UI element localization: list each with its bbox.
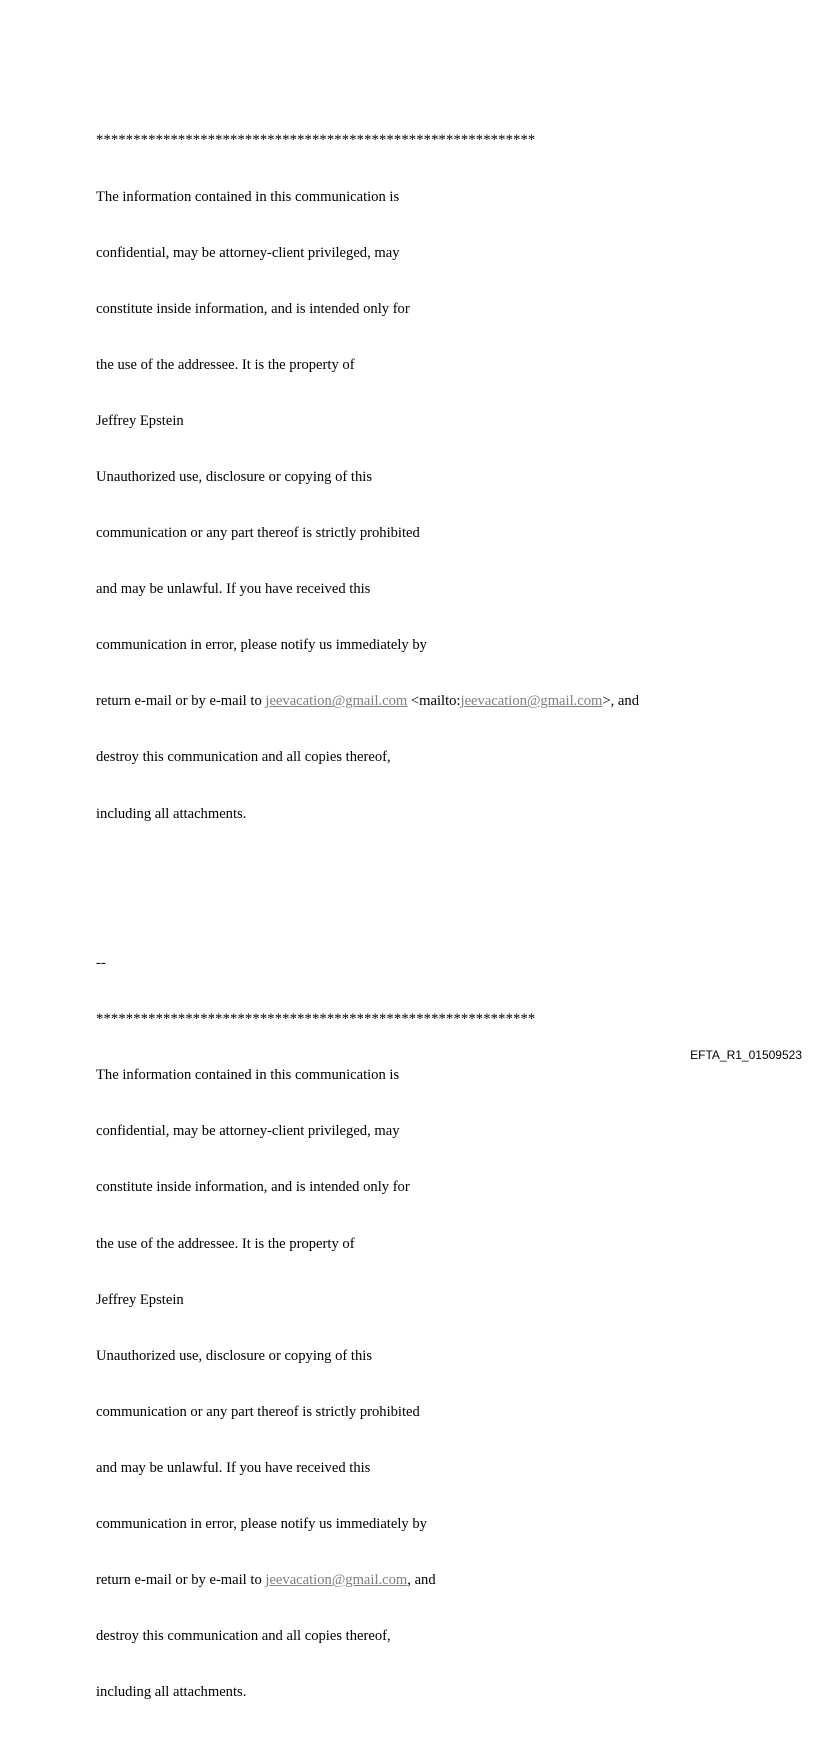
notice-line: communication or any part thereof is strictly prohibited [96, 1403, 420, 1420]
notice-line: and may be unlawful. If you have received this [96, 581, 371, 598]
notice-line: The information contained in this communication is [96, 188, 400, 205]
notice-line: including all attachments. [96, 805, 247, 822]
return-line-suffix: , and [407, 1572, 436, 1589]
return-email-line [96, 1571, 796, 1590]
notice-line: the use of the addressee. It is the property of [96, 1235, 355, 1252]
stars-separator: *********************************************************** [96, 1011, 536, 1028]
return-line-suffix: >, and [602, 693, 640, 710]
mailto-open: <mailto: [407, 693, 461, 710]
notice-line: confidential, may be attorney-client privileged, may [96, 244, 400, 261]
document-page [96, 94, 796, 1739]
return-line-prefix: return e-mail or by e-mail to [96, 1572, 266, 1589]
notice-line: confidential, may be attorney-client privileged, may [96, 1123, 400, 1140]
notice-line: and may be unlawful. If you have received this [96, 1459, 371, 1476]
document-id-footer: EFTA_R1_01509523 [690, 1048, 802, 1062]
notice-line: communication in error, please notify us immediately by [96, 1515, 427, 1532]
notice-line: communication in error, please notify us immediately by [96, 637, 427, 654]
dash-separator: -- [96, 955, 106, 972]
notice-line: destroy this communication and all copies thereof, [96, 1628, 391, 1645]
email-link[interactable]: jeevacation@gmail.com [265, 1572, 408, 1589]
confidentiality-notice-1 [96, 94, 796, 861]
notice-line: destroy this communication and all copies thereof, [96, 749, 391, 766]
notice-line: The information contained in this communication is [96, 1067, 400, 1084]
notice-line: communication or any part thereof is strictly prohibited [96, 525, 420, 542]
notice-line: including all attachments. [96, 1684, 247, 1701]
stars-separator: *********************************************************** [96, 132, 536, 149]
notice-owner-line: Jeffrey Epstein [96, 412, 184, 429]
confidentiality-notice-2 [96, 917, 796, 1739]
notice-line: constitute inside information, and is intended only for [96, 1179, 410, 1196]
notice-line: the use of the addressee. It is the property of [96, 356, 355, 373]
notice-line: Unauthorized use, disclosure or copying of this [96, 468, 373, 485]
email-link[interactable]: jeevacation@gmail.com [265, 693, 408, 710]
notice-line: constitute inside information, and is intended only for [96, 300, 410, 317]
notice-line: Unauthorized use, disclosure or copying of this [96, 1347, 373, 1364]
mailto-email-link[interactable]: jeevacation@gmail.com [460, 693, 603, 710]
return-email-line [96, 692, 796, 711]
return-line-prefix: return e-mail or by e-mail to [96, 693, 266, 710]
spacer [96, 861, 796, 917]
notice-owner-line: Jeffrey Epstein [96, 1291, 184, 1308]
